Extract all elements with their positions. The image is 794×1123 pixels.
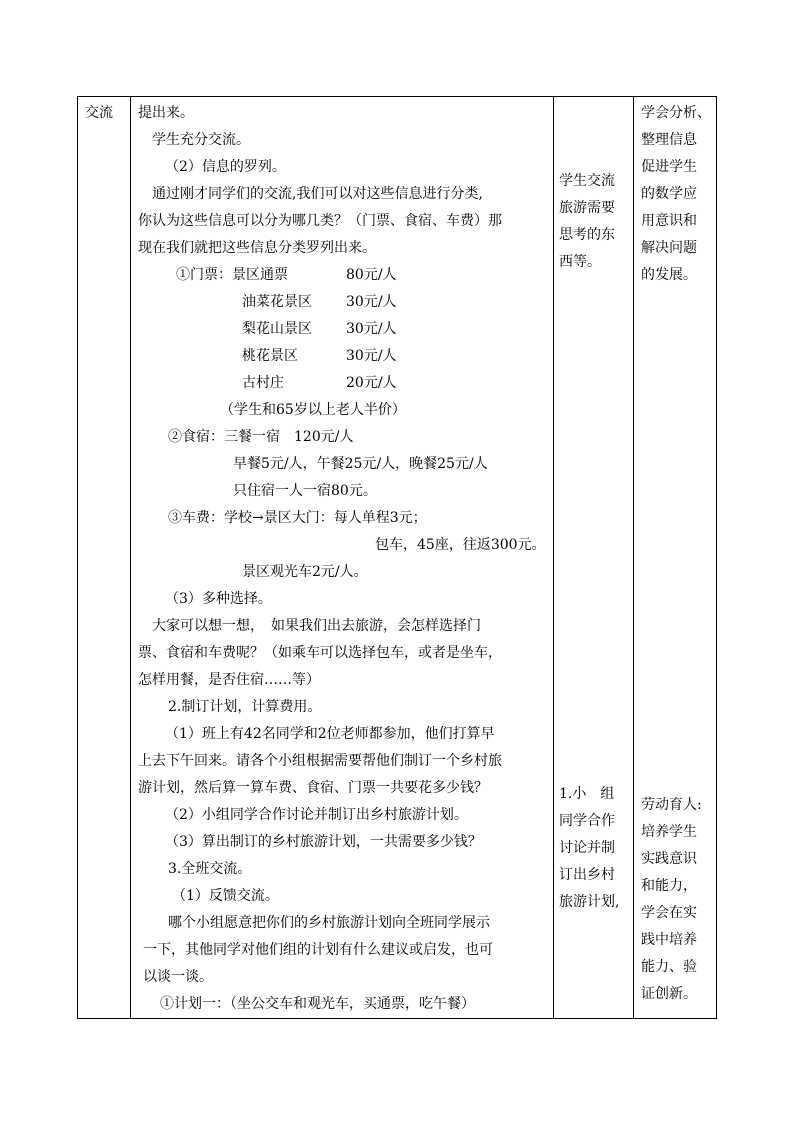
- content-line: 只住宿一人一宿80元。: [233, 483, 377, 499]
- activity-line: 1.小 组: [559, 786, 615, 802]
- content-line: 以谈一谈。: [143, 969, 213, 985]
- design-intent-b: [641, 792, 702, 1008]
- content-line: 2.制订计划，计算费用。: [168, 699, 322, 715]
- intent-line: 解决问题: [641, 240, 697, 256]
- table-border-bottom: [77, 1018, 717, 1019]
- ticket-label: 桃花景区: [242, 348, 298, 364]
- ticket-price: 20元/人: [346, 375, 397, 391]
- intent-line: 实践意识: [641, 851, 697, 867]
- content-line: （2）小组同学合作讨论并制订出乡村旅游计划。: [165, 807, 468, 823]
- content-line: 3.全班交流。: [168, 861, 252, 877]
- content-line: 通过刚才同学们的交流,我们可以对这些信息进行分类,: [152, 186, 483, 202]
- intent-line: 的发展。: [641, 267, 697, 283]
- content-line: 提出来。: [138, 105, 194, 121]
- table-border-right: [716, 96, 717, 1019]
- content-line: 票、食宿和车费呢？（如乘车可以选择包车，或者是坐车，: [138, 645, 502, 661]
- intent-line: 培养学生: [641, 824, 697, 840]
- student-activity-a: [559, 168, 615, 276]
- intent-line: 学会在实: [641, 905, 697, 921]
- content-line: （1）反馈交流。: [172, 888, 279, 904]
- ticket-label: 梨花山景区: [242, 321, 312, 337]
- intent-line: 证创新。: [641, 986, 697, 1002]
- content-line: 一下，其他同学对他们组的计划有什么建议或启发，也可: [143, 942, 493, 958]
- ticket-label: ①门票：景区通票: [176, 267, 288, 283]
- content-line: （学生和65岁以上老人半价）: [220, 402, 406, 418]
- content-line: ③车费：学校→景区大门：每人单程3元；: [168, 510, 427, 526]
- content-line: 早餐5元/人，午餐25元/人，晚餐25元/人: [233, 456, 488, 472]
- intent-line: 促进学生: [641, 159, 697, 175]
- activity-line: 订出乡村: [559, 867, 615, 883]
- intent-line: 整理信息: [641, 132, 697, 148]
- table-border-top: [77, 96, 717, 97]
- content-line: 哪个小组愿意把你们的乡村旅游计划向全班同学展示: [168, 915, 490, 931]
- ticket-price: 30元/人: [346, 294, 397, 310]
- intent-line: 用意识和: [641, 213, 697, 229]
- content-line: （3）多种选择。: [165, 591, 272, 607]
- ticket-price: 80元/人: [346, 267, 397, 283]
- intent-line: 劳动育人:: [641, 797, 702, 813]
- activity-line: 旅游计划,: [559, 894, 620, 910]
- content-line: （2）信息的罗列。: [165, 159, 286, 175]
- activity-line: 讨论并制: [559, 840, 615, 856]
- intent-line: 学会分析、: [641, 105, 711, 121]
- intent-line: 的数学应: [641, 186, 697, 202]
- intent-line: 践中培养: [641, 932, 697, 948]
- ticket-label: 油菜花景区: [242, 294, 312, 310]
- content-line: 大家可以想一想， 如果我们出去旅游，会怎样选择门: [152, 618, 481, 634]
- content-line: 景区观光车2元/人。: [242, 564, 368, 580]
- content-line: 包车，45座，往返300元。: [375, 537, 546, 553]
- content-line: ①计划一：（坐公交车和观光车，买通票，吃午餐）: [160, 996, 475, 1012]
- design-intent-a: [641, 100, 711, 289]
- table-divider-2: [553, 96, 554, 1019]
- content-line: 游计划，然后算一算车费、食宿、门票一共要花多少钱？: [138, 780, 488, 796]
- content-line: （1）班上有42名同学和2位老师都参加，他们打算早: [165, 726, 495, 742]
- ticket-price: 30元/人: [346, 348, 397, 364]
- table-divider-3: [633, 96, 634, 1019]
- activity-line: 旅游需要: [559, 200, 615, 216]
- content-line: 上去下午回来。请各个小组根据需要帮他们制订一个乡村旅: [138, 753, 502, 769]
- intent-line: 和能力，: [641, 878, 697, 894]
- content-line: 你认为这些信息可以分为哪几类？（门票、食宿、车费）那: [138, 213, 502, 229]
- table-divider-1: [130, 96, 131, 1019]
- activity-line: 学生交流: [559, 173, 615, 189]
- intent-line: 能力、验: [641, 959, 697, 975]
- ticket-price: 30元/人: [346, 321, 397, 337]
- activity-line: 同学合作: [559, 813, 615, 829]
- student-activity-b: [559, 781, 619, 916]
- content-line: 现在我们就把这些信息分类罗列出来。: [138, 240, 376, 256]
- stage-label: 交流: [85, 105, 113, 121]
- content-line: （3）算出制订的乡村旅游计划，一共需要多少钱？: [165, 834, 482, 850]
- content-line: ②食宿：三餐一宿 120元/人: [168, 429, 354, 445]
- activity-line: 思考的东: [559, 227, 615, 243]
- ticket-label: 古村庄: [242, 375, 284, 391]
- activity-line: 西等。: [559, 254, 601, 270]
- content-line: 学生充分交流。: [152, 132, 250, 148]
- table-border-left: [77, 96, 78, 1019]
- content-line: 怎样用餐，是否住宿……等）: [138, 672, 320, 688]
